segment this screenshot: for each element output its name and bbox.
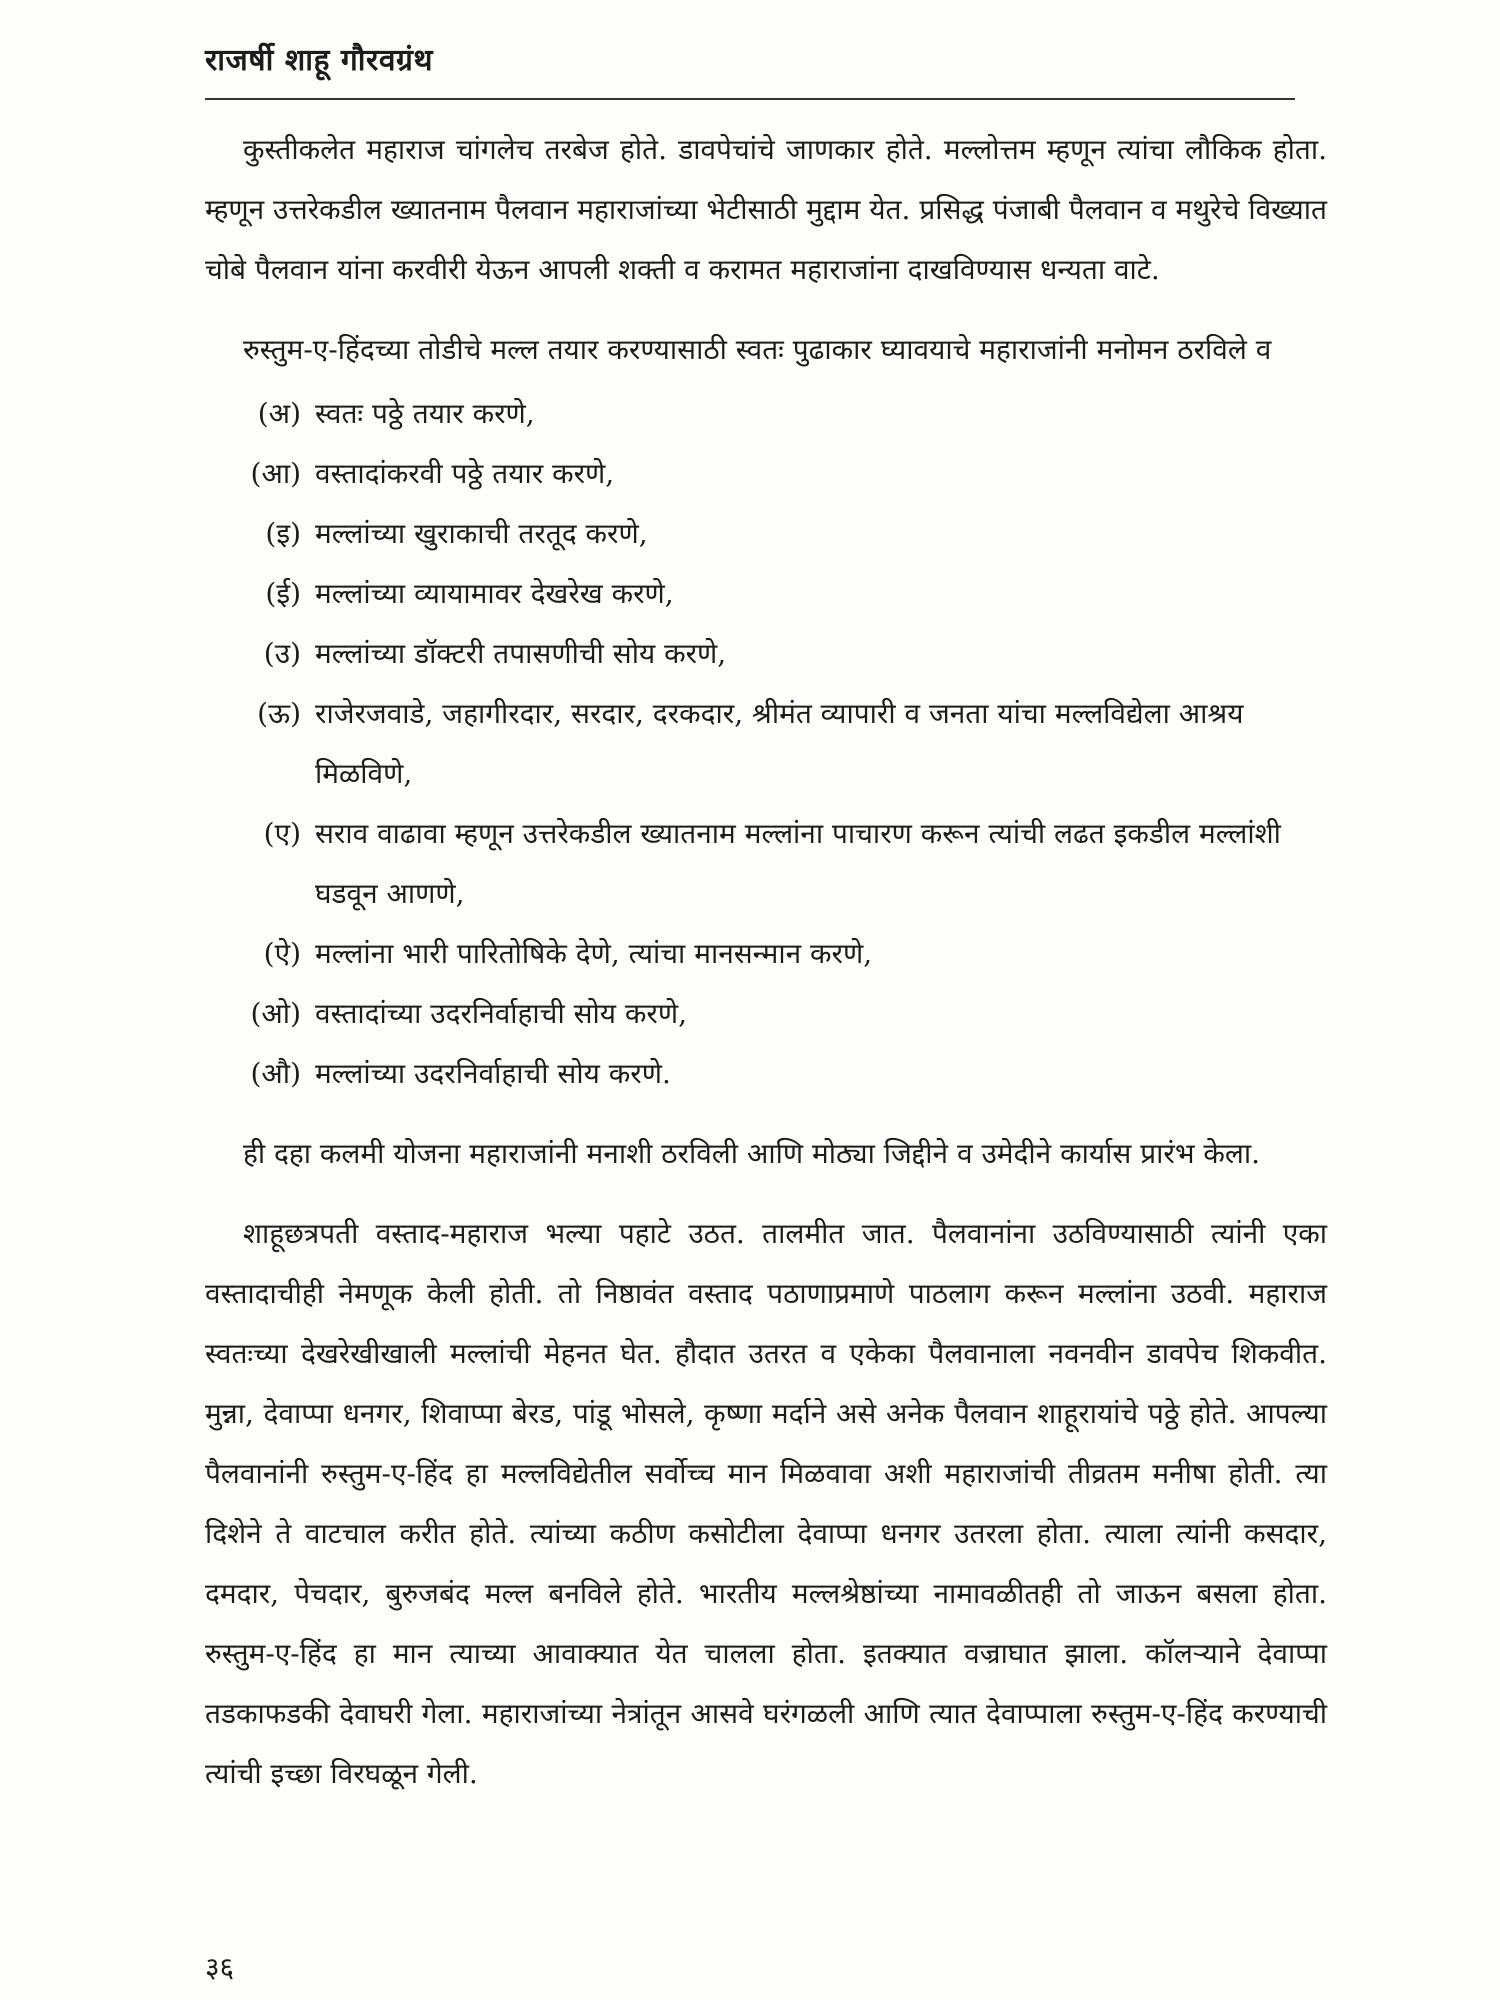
- paragraph-wrestling-skill: कुस्तीकलेत महाराज चांगलेच तरबेज होते. डावपेचांचे जाणकार होते. मल्लोत्तम म्हणून त्यांचा लौकिक होता. म्हणून उत्तरेकडील ख्यातनाम पैलवान महाराजांच्या भेटीसाठी मुद्दाम येत. प्रसिद्ध पंजाबी पैलवान व मथुरेचे विख्यात चोबे पैलवान यांना करवीरी येऊन आपली शक्ती व करामत महाराजांना दाखविण्यास धन्यता वाटे.: [205, 133, 1327, 286]
- list-item-text: मल्लांच्या खुराकाची तरतूद करणे,: [315, 517, 648, 550]
- paragraph-plan-summary: ही दहा कलमी योजना महाराजांनी मनाशी ठरविली आणि मोठ्या जिद्दीने व उमेदीने कार्यास प्रारंभ केला.: [243, 1137, 1261, 1170]
- list-marker: (आ): [250, 457, 301, 490]
- list-item: [205, 504, 1327, 564]
- ten-point-plan-list: [205, 384, 1327, 1104]
- list-item-text: मल्लांना भारी पारितोषिके देणे, त्यांचा मानसन्मान करणे,: [315, 937, 873, 970]
- list-marker: (ओ): [250, 997, 301, 1030]
- list-item: [205, 624, 1327, 684]
- paragraph-devappa-story: शाहूछत्रपती वस्ताद-महाराज भल्या पहाटे उठत. तालमीत जात. पैलवानांना उठविण्यासाठी त्यांनी एका वस्तादाचीही नेमणूक केली होती. तो निष्ठावंत वस्ताद पठाणाप्रमाणे पाठलाग करून मल्लांना उठवी. महाराज स्वतःच्या देखरेखीखाली मल्लांची मेहनत घेत. हौदात उतरत व एकेका पैलवानाला नवनवीन डावपेच शिकवीत. मुन्ना, देवाप्पा धनगर, शिवाप्पा बेरड, पांडू भोसले, कृष्णा मर्दाने असे अनेक पैलवान शाहूरायांचे पठ्ठे होते. आपल्या पैलवानांनी रुस्तुम-ए-हिंद हा मल्लविद्येतील सर्वोच्च मान मिळवावा अशी महाराजांची तीव्रतम मनीषा होती. त्या दिशेने ते वाटचाल करीत होते. त्यांच्या कठीण कसोटीला देवाप्पा धनगर उतरला होता. त्याला त्यांनी कसदार, दमदार, पेचदार, बुरुजबंद मल्ल बनविले होते. भारतीय मल्लश्रेष्ठांच्या नामावळीतही तो जाऊन बसला होता. रुस्तुम-ए-हिंद हा मान त्याच्या आवाक्यात येत चालला होता. इतक्यात वज्राघात झाला. कॉलऱ्याने देवाप्पा तडकाफडकी देवाघरी गेला. महाराजांच्या नेत्रांतून आसवे घरंगळली आणि त्यात देवाप्पाला रुस्तुम-ए-हिंद करण्याची त्यांची इच्छा विरघळून गेली.: [205, 1217, 1327, 1790]
- list-item-text: मल्लांच्या उदरनिर्वाहाची सोय करणे.: [315, 1057, 671, 1090]
- list-item: [205, 384, 1327, 444]
- list-item-text: सराव वाढावा म्हणून उत्तरेकडील ख्यातनाम मल्लांना पाचारण करून त्यांची लढत इकडील मल्लांशी घडवून आणणे,: [315, 817, 1281, 910]
- list-item-text: मल्लांच्या डॉक्टरी तपासणीची सोय करणे,: [315, 637, 727, 670]
- list-marker: (ए): [263, 817, 301, 850]
- list-item-text: स्वतः पठ्ठे तयार करणे,: [315, 397, 535, 430]
- list-item: [205, 804, 1327, 924]
- list-marker: (उ): [263, 637, 301, 670]
- list-item-text: राजेरजवाडे, जहागीरदार, सरदार, दरकदार, श्रीमंत व्यापारी व जनता यांचा मल्लविद्येला आश्रय मिळविणे,: [315, 697, 1244, 790]
- list-item: [205, 684, 1327, 804]
- list-item-text: वस्तादांच्या उदरनिर्वाहाची सोय करणे,: [315, 997, 688, 1030]
- list-marker: (अ): [257, 397, 301, 430]
- list-marker: (ऐ): [263, 937, 301, 970]
- list-marker: (औ): [250, 1057, 301, 1090]
- list-item: [205, 984, 1327, 1044]
- list-marker: (ई): [265, 577, 301, 610]
- paragraph-resolve: रुस्तुम-ए-हिंदच्या तोडीचे मल्ल तयार करण्यासाठी स्वतः पुढाकार घ्यावयाचे महाराजांनी मनोमन ठरविले व: [243, 333, 1272, 366]
- list-marker: (इ): [265, 517, 301, 550]
- list-item-text: मल्लांच्या व्यायामावर देखरेख करणे,: [315, 577, 674, 610]
- header-rule: [205, 98, 1295, 100]
- list-item-text: वस्तादांकरवी पठ्ठे तयार करणे,: [315, 457, 615, 490]
- list-marker: (ऊ): [257, 697, 301, 730]
- list-item: [205, 564, 1327, 624]
- running-header: राजर्षी शाहू गौरवग्रंथ: [205, 43, 434, 78]
- page-number: ३६: [205, 1951, 235, 1984]
- list-item: [205, 1044, 1327, 1104]
- list-item: [205, 444, 1327, 504]
- page-body: [205, 120, 1327, 1824]
- list-item: [205, 924, 1327, 984]
